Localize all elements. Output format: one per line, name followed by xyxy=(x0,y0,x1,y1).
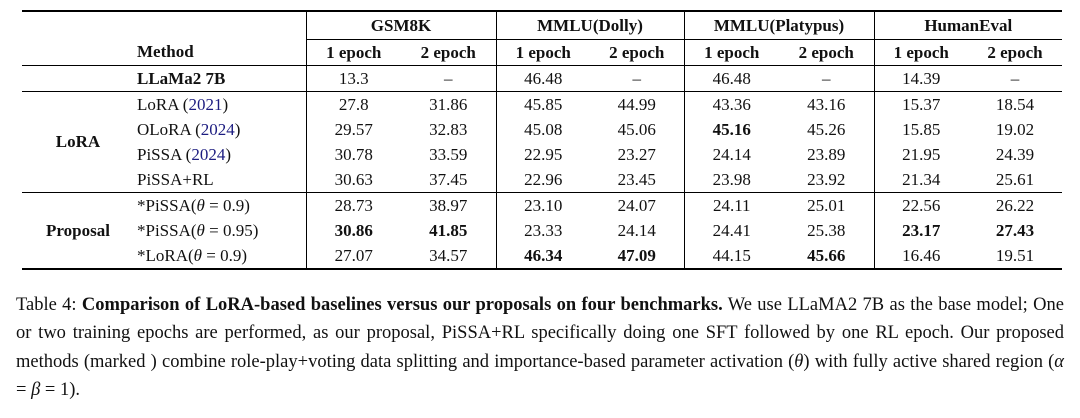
cell-value: 14.39 xyxy=(874,66,968,92)
epoch-header: 1 epoch xyxy=(874,40,968,66)
epoch-header: 2 epoch xyxy=(590,40,684,66)
cell-value: 22.96 xyxy=(496,167,590,193)
results-table-container xyxy=(22,10,1080,270)
cell-method: *PiSSA(θ = 0.9) xyxy=(137,195,250,215)
cell-value: 27.43 xyxy=(995,220,1035,240)
cell-value: 41.85 xyxy=(429,220,468,240)
table-row xyxy=(22,167,1062,193)
cell-value: 27.07 xyxy=(306,243,401,269)
table-subheader-row xyxy=(22,40,1062,66)
method-header: Method xyxy=(134,40,306,66)
corner-spacer xyxy=(22,11,306,40)
cell-value: 19.02 xyxy=(995,119,1035,139)
cell-value: 26.22 xyxy=(995,195,1035,215)
cell-value: 25.61 xyxy=(968,167,1062,193)
cell-value: 30.63 xyxy=(306,167,401,193)
table-row xyxy=(22,218,1062,243)
table-row xyxy=(22,142,1062,167)
cell-value: 18.54 xyxy=(995,94,1035,114)
cell-value: 22.95 xyxy=(496,142,590,167)
epoch-header: 1 epoch xyxy=(306,40,401,66)
table-row xyxy=(22,243,1062,269)
cell-value: 45.06 xyxy=(617,119,656,139)
cell-value: 24.39 xyxy=(995,144,1035,164)
cell-method: LLaMa2 7B xyxy=(134,66,306,92)
cell-value: 19.51 xyxy=(995,245,1035,265)
epoch-header: 1 epoch xyxy=(496,40,590,66)
table-row xyxy=(22,117,1062,142)
cell-value: 46.48 xyxy=(684,66,779,92)
cell-value: 15.85 xyxy=(874,117,968,142)
cell-value: 24.14 xyxy=(617,220,656,240)
group-label: LoRA xyxy=(22,92,134,193)
cell-value: 44.99 xyxy=(617,94,656,114)
cell-value: 45.85 xyxy=(496,92,590,118)
cell-value: – xyxy=(590,66,684,92)
table-row xyxy=(22,193,1062,219)
cell-value: 45.66 xyxy=(807,245,846,265)
cell-value: 33.59 xyxy=(429,144,468,164)
table-header-row xyxy=(22,11,1062,40)
cell-value: 47.09 xyxy=(617,245,656,265)
cell-value: – xyxy=(968,66,1062,92)
cell-value: 23.92 xyxy=(779,167,874,193)
table-row xyxy=(22,92,1062,118)
cell-method: LoRA (2021) xyxy=(137,94,229,114)
cell-value: 23.45 xyxy=(590,167,684,193)
cell-value: 43.16 xyxy=(807,94,846,114)
cell-value: 24.14 xyxy=(684,142,779,167)
group-col-spacer xyxy=(22,40,134,66)
cell-value: 24.11 xyxy=(684,193,779,219)
cell-value: 24.41 xyxy=(684,218,779,243)
results-table xyxy=(22,10,1062,270)
cell-value: 46.48 xyxy=(496,66,590,92)
cell-value: – xyxy=(401,66,496,92)
epoch-header: 2 epoch xyxy=(968,40,1062,66)
cell-value: 23.10 xyxy=(496,193,590,219)
cell-value: 28.73 xyxy=(306,193,401,219)
cell-value: 23.89 xyxy=(807,144,846,164)
cell-value: 27.8 xyxy=(306,92,401,118)
epoch-header: 2 epoch xyxy=(401,40,496,66)
cell-value: 38.97 xyxy=(429,195,468,215)
caption-text: Table 4: xyxy=(16,295,82,315)
cell-value: 45.16 xyxy=(684,117,779,142)
cell-value: 45.08 xyxy=(496,117,590,142)
epoch-header: 2 epoch xyxy=(779,40,874,66)
cell-value: 31.86 xyxy=(429,94,468,114)
cell-value: 44.15 xyxy=(684,243,779,269)
cell-value: – xyxy=(779,66,874,92)
cell-value: 15.37 xyxy=(874,92,968,118)
cell-method: OLoRA (2024) xyxy=(137,119,241,139)
cell-value: 25.38 xyxy=(807,220,846,240)
epoch-header: 1 epoch xyxy=(684,40,779,66)
cell-value: 30.86 xyxy=(306,218,401,243)
cell-method: PiSSA (2024) xyxy=(137,144,232,164)
cell-value: 16.46 xyxy=(874,243,968,269)
cell-value: 21.95 xyxy=(874,142,968,167)
benchmark-header: MMLU(Dolly) xyxy=(496,11,684,40)
group-label: Proposal xyxy=(46,220,110,240)
cell-value: 23.27 xyxy=(617,144,656,164)
benchmark-header: GSM8K xyxy=(306,11,496,40)
cell-value: 23.98 xyxy=(684,167,779,193)
cell-value: 22.56 xyxy=(874,193,968,219)
cell-value: 32.83 xyxy=(429,119,468,139)
cell-value: 25.01 xyxy=(807,195,846,215)
cell-value: 29.57 xyxy=(306,117,401,142)
cell-value: 30.78 xyxy=(306,142,401,167)
benchmark-header: HumanEval xyxy=(874,11,1062,40)
group-col-spacer xyxy=(22,66,134,92)
citation-link[interactable]: 2024 xyxy=(191,144,226,164)
table-row xyxy=(22,66,1062,92)
cell-value: 24.07 xyxy=(617,195,656,215)
cell-value: 13.3 xyxy=(306,66,401,92)
cell-value: 45.26 xyxy=(807,119,846,139)
cell-value: 37.45 xyxy=(401,167,496,193)
caption-text: We use LLaMA2 7B as the base model; One or two training epochs are performed, as our proposal, PiSSA+RL specifically doing one SFT followed by one RL epoch. Our proposed methods (marked ) combine role-play+voting data splitting and importance-based parameter activation (θ) with fully active shared region (α = β = 1). xyxy=(16,295,1064,401)
cell-value: 21.34 xyxy=(874,167,968,193)
cell-method: *LoRA(θ = 0.9) xyxy=(137,245,248,265)
cell-method: PiSSA+RL xyxy=(134,167,306,193)
cell-value: 43.36 xyxy=(684,92,779,118)
cell-value: 46.34 xyxy=(496,243,590,269)
benchmark-header: MMLU(Platypus) xyxy=(684,11,874,40)
cell-value: 34.57 xyxy=(429,245,468,265)
caption xyxy=(16,291,1064,405)
cell-value: 23.17 xyxy=(874,218,968,243)
caption-bold-text: Comparison of LoRA-based baselines versus our proposals on four benchmarks. xyxy=(81,295,723,315)
citation-link[interactable]: 2024 xyxy=(200,119,235,139)
cell-method: *PiSSA(θ = 0.95) xyxy=(137,220,259,240)
citation-link[interactable]: 2021 xyxy=(188,94,223,114)
cell-value: 23.33 xyxy=(496,218,590,243)
